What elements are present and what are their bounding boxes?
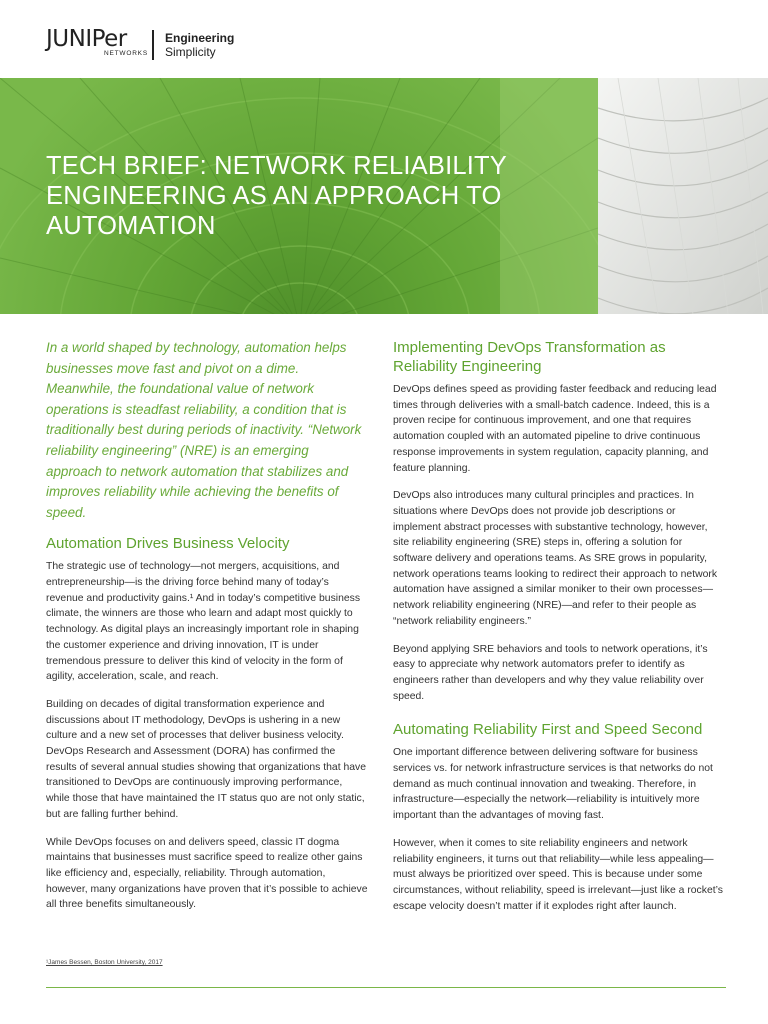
juniper-logo: [46, 26, 148, 57]
title-line-1: TECH BRIEF: NETWORK RELIABILITY: [46, 152, 508, 180]
logo-subtext: NETWORKS: [104, 50, 148, 57]
hero-banner: [0, 78, 768, 314]
tagline-line2: Simplicity: [165, 45, 216, 59]
right-paragraph-4: One important difference between delivering software for business services vs. for network infrastructure services is that networks do not demand as much continual innovation and tweaking. Therefore, in infrastructure—especially the network—reliability is intuitively more important than the advantages of moving fast.: [393, 747, 713, 822]
bottom-rule: [46, 987, 726, 988]
page-header: [0, 0, 768, 78]
right-paragraph-5: However, when it comes to site reliability engineers and network reliability engineers, it turns out that reliability—while less appealing—must always be prioritized over speed. This is because under some circumstances, without reliability, speed is irrelevant—just like a rocket’s escape velocity doesn’t matter if it explodes right after launch.: [393, 837, 723, 912]
tagline-line1: Engineering: [165, 31, 235, 45]
footnote: ¹James Bessen, Boston University, 2017: [46, 959, 163, 966]
logo-divider: [152, 30, 154, 60]
right-paragraph-2: DevOps also introduces many cultural principles and practices. In situations where DevOps does not provide job descriptions or implement abstract processes with substantive technology, however, site reliability engineering (SRE) steps in, offering a solution for software delivery and operations teams. As SRE grows in popularity, network operations teams looking to redirect their approach to network automation have assigned a similar moniker to their own processes—network reliability engineering (NRE)—and refer to their people as “network reliability engineers.”: [393, 490, 718, 627]
logo-wordmark: JUNIPer: [46, 26, 127, 52]
intro-paragraph: In a world shaped by technology, automation helps businesses move fast and pivot on a dime. Meanwhile, the foundational value of network operations is steadfast reliability, a condition that is traditionally best during periods of inactivity. “Network reliability engineering” (NRE) is an emerging approach to network automation that stabilizes and improves reliability while achieving the benefits of speed.: [46, 340, 362, 520]
right-column: [393, 338, 723, 926]
title-line-2: ENGINEERING AS AN APPROACH TO: [46, 182, 502, 210]
hero-green-panel: [0, 78, 598, 314]
heading-automation-drives-business-velocity: Automation Drives Business Velocity: [46, 535, 290, 553]
left-paragraph-2: Building on decades of digital transformation experience and discussions about IT methodology, DevOps is ushering in a new culture and a new set of processes that deliver business velocity. DevOps Research and Assessment (DORA) has confirmed the results of several annual studies showing that organizations that have transitioned to DevOps are continuously improving performance, while those that have maintained the IT status quo are not only static, but are falling further behind.: [46, 698, 366, 820]
tagline: [165, 31, 234, 59]
staircase-photo: [598, 78, 768, 314]
left-paragraph-1: The strategic use of technology—not mergers, acquisitions, and entrepreneurship—is the driving force behind many of today’s revenue and productivity gains.¹ And in today’s competitive business climate, the winners are those who learn and adapt most quickly to technology. As digital plays an increasingly important role in shaping the customer experience and driving innovation, IT is under tremendous pressure to deliver this kind of velocity in the form of agility, acceleration, scale, and reach.: [46, 561, 361, 683]
right-paragraph-1: DevOps defines speed as providing faster feedback and reducing lead times through deliveries with a small-batch cadence. Indeed, this is a proven recipe for continuous improvement, and one that requires automation coupled with an automated pipeline to drive continuous response improvements in system regulation, capacity planning, and feature planning.: [393, 384, 717, 474]
heading-implementing-devops: Implementing DevOps Transformation as Reliability Engineering: [393, 339, 666, 375]
title-line-3: AUTOMATION: [46, 212, 216, 240]
heading-automating-reliability: Automating Reliability First and Speed Second: [393, 721, 703, 739]
right-paragraph-3: Beyond applying SRE behaviors and tools to network operations, it’s easy to appreciate why network automators prefer to identify as engineers rather than developers and why they value reliability over speed.: [393, 643, 708, 702]
left-column: [46, 338, 368, 925]
document-title: [46, 151, 566, 241]
left-paragraph-3: While DevOps focuses on and delivers speed, classic IT dogma maintains that businesses must sacrifice speed to realize other gains like efficiency and, especially, reliability. Through automation, however, many organizations have proven that it’s possible to achieve all three benefits simultaneously.: [46, 836, 368, 911]
staircase-photo-graphic: [598, 78, 768, 314]
